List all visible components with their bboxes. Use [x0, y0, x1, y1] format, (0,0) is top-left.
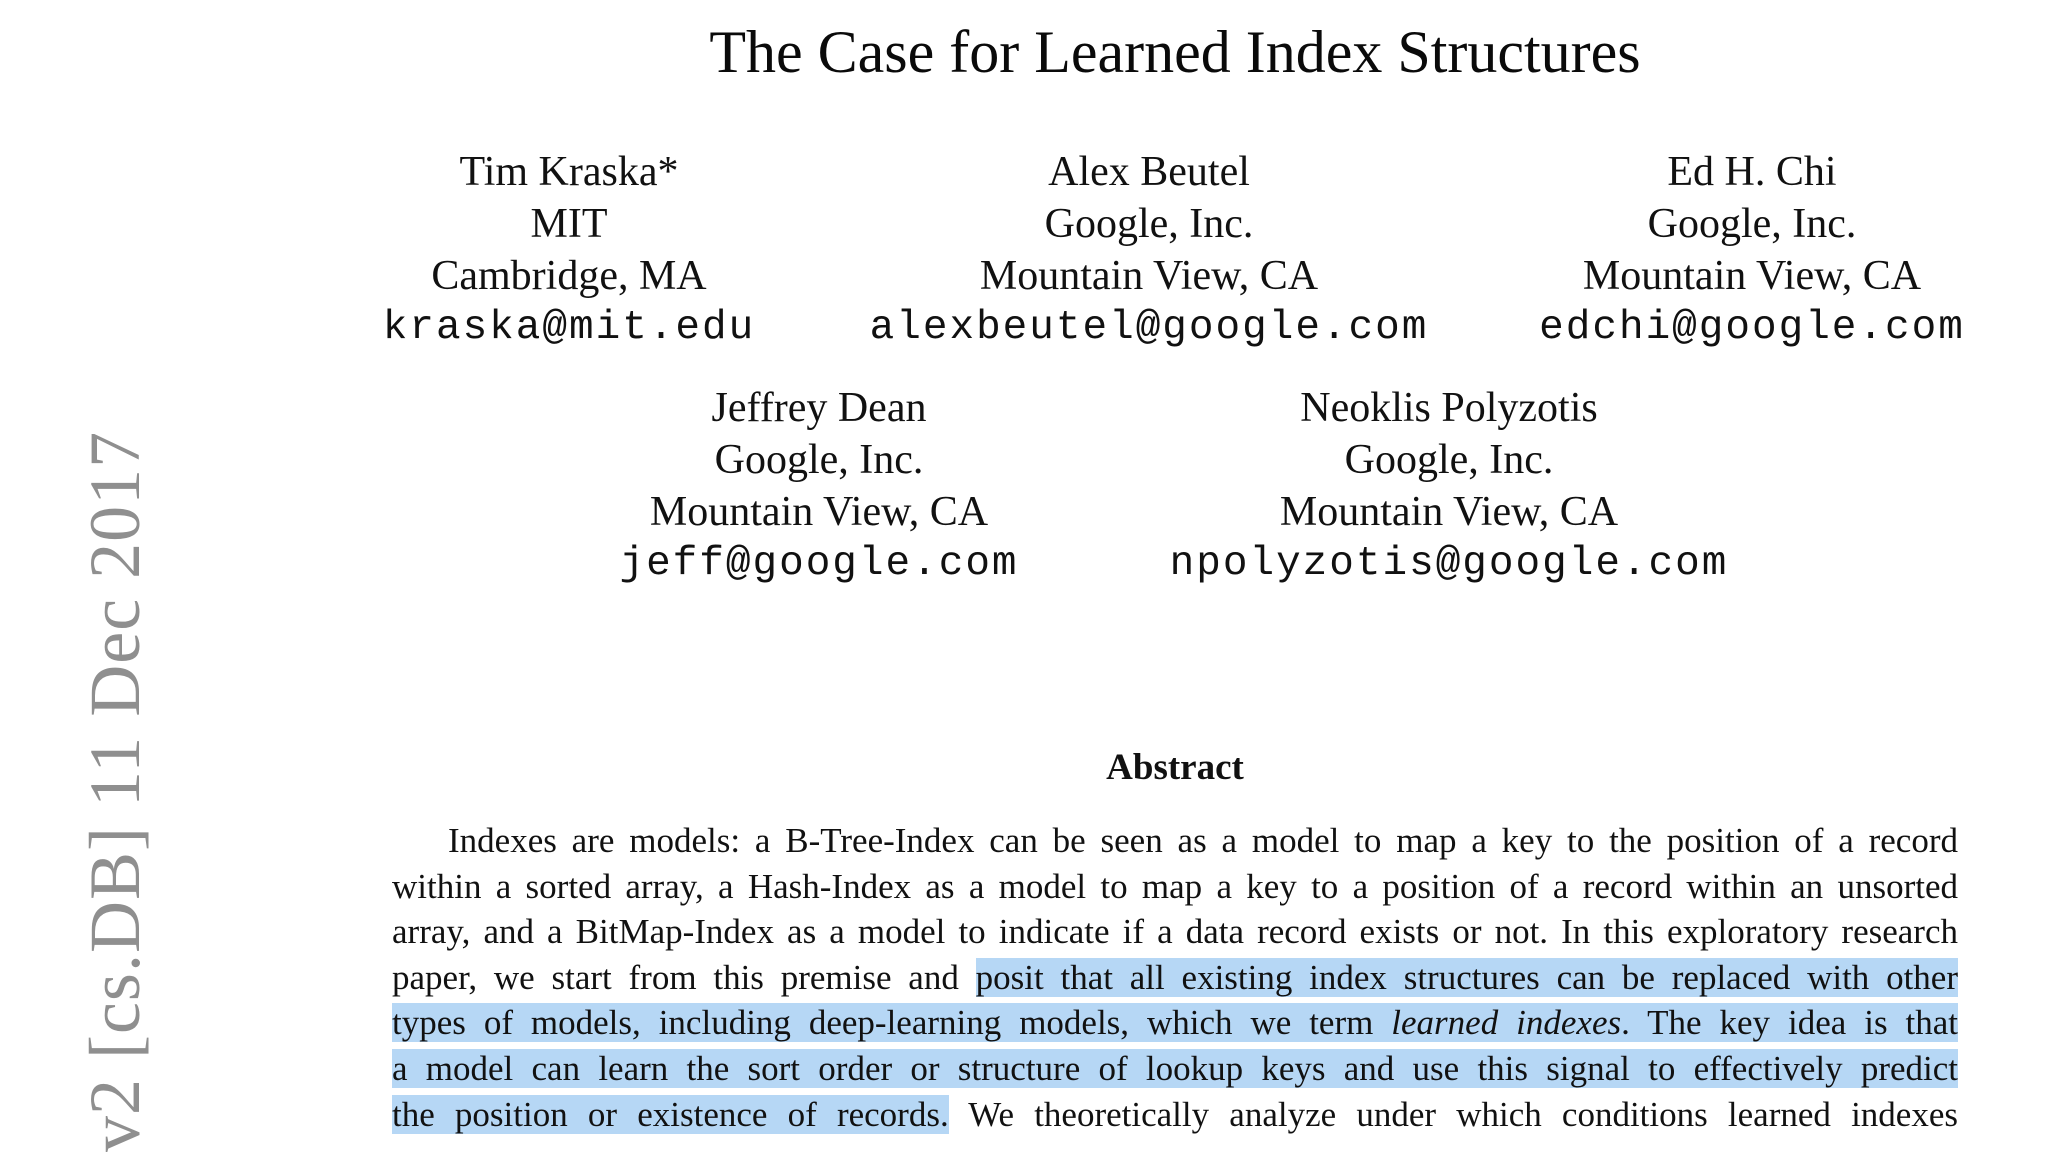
author-affiliation: Google, Inc. — [714, 437, 924, 483]
author-name: Jeffrey Dean — [711, 385, 927, 431]
author-location: Mountain View, CA — [1279, 489, 1619, 535]
highlighted-text: posit that all existing index structures can be replaced with other — [975, 957, 1958, 997]
author-block — [1442, 146, 2048, 354]
abstract-text: We theoretically analyze under which conditions learned indexes — [948, 1094, 1958, 1134]
highlighted-text: . The key idea is that — [1621, 1003, 1958, 1043]
abstract-line — [392, 909, 1958, 955]
author-name: Alex Beutel — [1048, 149, 1250, 195]
author-email[interactable]: npolyzotis@google.com — [1169, 541, 1729, 587]
abstract-text: array, and a BitMap-Index as a model to indicate if a data record exists or not. In this exploratory research — [392, 912, 1958, 952]
author-affiliation: Google, Inc. — [1647, 201, 1857, 247]
abstract-line — [392, 955, 1958, 1001]
abstract-body — [392, 818, 1958, 1137]
abstract-text: paper, we start from this premise and — [392, 957, 976, 997]
author-name: Ed H. Chi — [1667, 149, 1837, 195]
author-email[interactable]: jeff@google.com — [619, 541, 1019, 587]
highlighted-text: types of models, including deep-learning models, which we term — [392, 1003, 1392, 1043]
author-email[interactable]: edchi@google.com — [1539, 305, 1965, 351]
author-block — [509, 382, 1129, 590]
abstract-line — [392, 864, 1958, 910]
abstract-text: within a sorted array, a Hash-Index as a model to map a key to a position of a record within an unsorted — [392, 866, 1958, 906]
author-name: Tim Kraska* — [459, 149, 679, 195]
author-email[interactable]: alexbeutel@google.com — [869, 305, 1429, 351]
author-location: Mountain View, CA — [1582, 253, 1922, 299]
author-affiliation: MIT — [530, 201, 608, 247]
author-block — [259, 146, 879, 354]
highlighted-text: a model can learn the sort order or structure of lookup keys and use this signal to effectively predict — [392, 1048, 1958, 1088]
paper-title: The Case for Learned Index Structures — [709, 19, 1641, 85]
author-block — [1139, 382, 1759, 590]
author-affiliation: Google, Inc. — [1044, 201, 1254, 247]
arxiv-stamp: v2 [cs.DB] 11 Dec 2017 — [75, 430, 155, 1152]
author-location: Cambridge, MA — [431, 253, 707, 299]
abstract-line — [392, 1046, 1958, 1092]
abstract-line — [392, 1092, 1958, 1138]
highlighted-text: the position or existence of records. — [392, 1094, 949, 1134]
author-affiliation: Google, Inc. — [1344, 437, 1554, 483]
abstract-text: Indexes are models: a B-Tree-Index can be seen as a model to map a key to the position of a record — [448, 821, 1958, 860]
author-email[interactable]: kraska@mit.edu — [382, 305, 756, 351]
author-block — [839, 146, 1459, 354]
abstract-line — [392, 818, 1958, 864]
abstract-heading: Abstract — [1106, 747, 1244, 788]
author-location: Mountain View, CA — [649, 489, 989, 535]
author-location: Mountain View, CA — [979, 253, 1319, 299]
highlighted-text: learned indexes — [1391, 1003, 1622, 1043]
abstract-line — [392, 1000, 1958, 1046]
author-name: Neoklis Polyzotis — [1300, 385, 1598, 431]
